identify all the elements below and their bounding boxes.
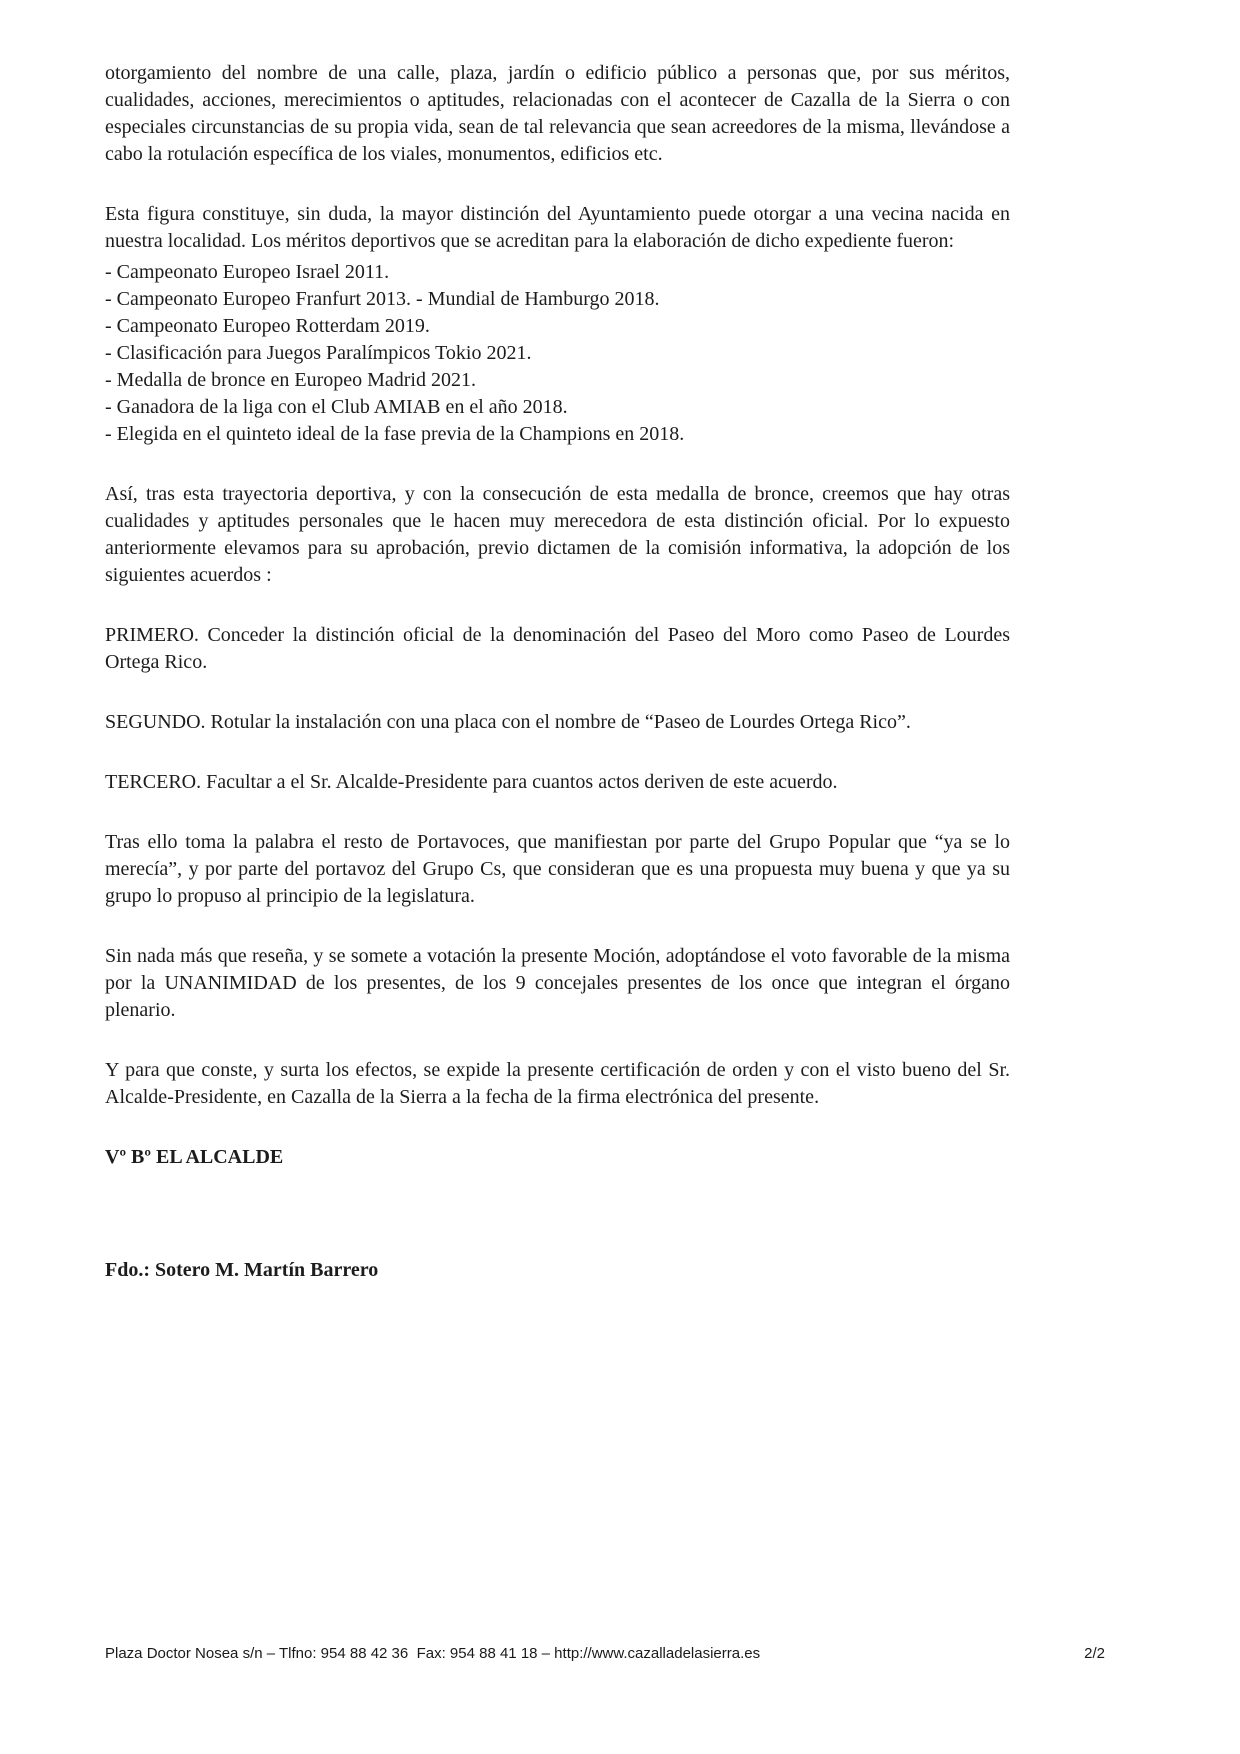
paragraph-figura: Esta figura constituye, sin duda, la mayor distinción del Ayuntamiento puede otorgar a una vecina nacida en nuestra localidad. Los méritos deportivos que se acreditan para la elaboración de dicho expediente fueron: [105, 203, 1010, 252]
signature-line: Fdo.: Sotero M. Martín Barrero [105, 1259, 379, 1281]
merits-list [105, 259, 1010, 448]
footer-contact: Plaza Doctor Nosea s/n – Tlfno: 954 88 42 36 Fax: 954 88 41 18 – http://www.cazalladelasierra.es [105, 1645, 761, 1662]
visto-bueno-alcalde: Vº Bº EL ALCALDE [105, 1146, 284, 1168]
page-footer [105, 1645, 1105, 1663]
paragraph-otorgamiento: otorgamiento del nombre de una calle, plaza, jardín o edificio público a personas que, por sus méritos, cualidades, acciones, merecimientos o aptitudes, relacionadas con el acontecer de Cazalla de la Sierra o con especiales circunstancias de su propia vida, sean de tal relevancia que sean acreedores de la misma, llevándose a cabo la rotulación específica de los viales, monumentos, edificios etc. [105, 62, 1010, 165]
acuerdo-tercero: TERCERO. Facultar a el Sr. Alcalde-Presidente para cuantos actos deriven de este acuerdo. [105, 771, 838, 793]
document-body [105, 60, 1010, 1284]
merit-item: - Medalla de bronce en Europeo Madrid 2021. [105, 369, 476, 391]
paragraph-portavoces: Tras ello toma la palabra el resto de Portavoces, que manifiestan por parte del Grupo Popular que “ya se lo merecía”, y por parte del portavoz del Grupo Cs, que consideran que es una propuesta muy buena y que ya su grupo lo propuso al principio de la legislatura. [105, 831, 1010, 907]
merit-item: - Elegida en el quinteto ideal de la fase previa de la Champions en 2018. [105, 423, 685, 445]
merit-item: - Clasificación para Juegos Paralímpicos Tokio 2021. [105, 342, 532, 364]
merit-item: - Campeonato Europeo Rotterdam 2019. [105, 315, 430, 337]
acuerdo-segundo: SEGUNDO. Rotular la instalación con una placa con el nombre de “Paseo de Lourdes Ortega Rico”. [105, 711, 911, 733]
paragraph-votacion: Sin nada más que reseña, y se somete a votación la presente Moción, adoptándose el voto favorable de la misma por la UNANIMIDAD de los presentes, de los 9 concejales presentes de los once que integran el órgano plenario. [105, 945, 1010, 1021]
paragraph-trayectoria: Así, tras esta trayectoria deportiva, y con la consecución de esta medalla de bronce, creemos que hay otras cualidades y aptitudes personales que le hacen muy merecedora de esta distinción oficial. Por lo expuesto anteriormente elevamos para su aprobación, previo dictamen de la comisión informativa, la adopción de los siguientes acuerdos : [105, 483, 1010, 586]
page-number: 2/2 [1084, 1645, 1105, 1662]
acuerdo-primero: PRIMERO. Conceder la distinción oficial de la denominación del Paseo del Moro como Paseo de Lourdes Ortega Rico. [105, 624, 1010, 673]
merit-item: - Campeonato Europeo Israel 2011. [105, 261, 390, 283]
merit-item: - Campeonato Europeo Franfurt 2013. - Mundial de Hamburgo 2018. [105, 288, 660, 310]
merit-item: - Ganadora de la liga con el Club AMIAB en el año 2018. [105, 396, 568, 418]
paragraph-conste: Y para que conste, y surta los efectos, se expide la presente certificación de orden y con el visto bueno del Sr. Alcalde-Presidente, en Cazalla de la Sierra a la fecha de la firma electrónica del presente. [105, 1059, 1010, 1108]
